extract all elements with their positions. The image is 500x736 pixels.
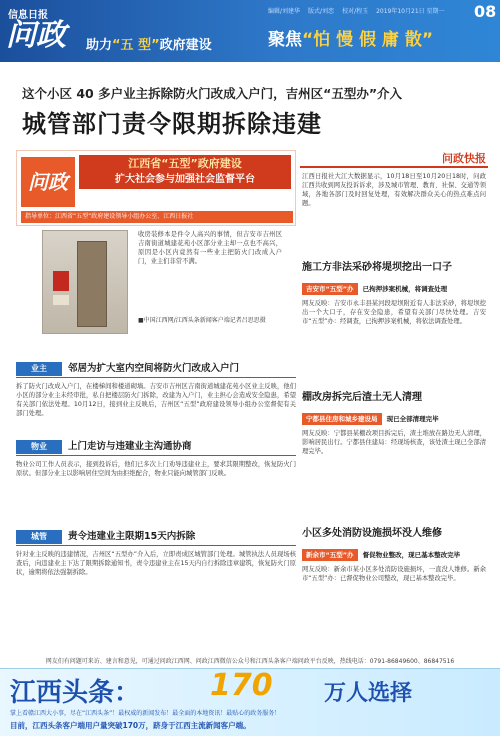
header-subtitle-pre: 助力	[86, 38, 113, 53]
header-subtitle-quote: “五 型”	[112, 38, 160, 53]
section-divider	[16, 545, 296, 546]
section-bar-urban	[16, 530, 296, 544]
news-item-2	[302, 388, 486, 456]
section-text-urban: 针对业主反映的违建情况，吉州区“五型办”介入后，立即责成区城管部门处理。城管执法人员现场核查后，向违建业主下达了限期拆除通知书，责令违建业主在15天内自行拆除违章建筑，恢复防火门原状，逾期将依法强制拆除。	[16, 551, 296, 576]
section-logo: 问政	[6, 18, 66, 53]
news-text: 网友反映：宁都县某棚改项目拆完后，渣土堆放在路边无人清理，影响居民出行。宁都县住建局：经现场核查，该处渣土现已全部清理完毕。	[302, 430, 486, 455]
banner-guide: 指导单位：江西省“五型”政府建设领导小组办公室、江西日报社	[21, 211, 293, 223]
banner-line2: 扩大社会参与加强社会监督平台	[115, 174, 255, 185]
news-result: 督促物业整改，现已基本整改完毕	[362, 551, 461, 559]
article-main-title: 城管部门责令限期拆除违建	[22, 110, 322, 138]
platform-banner	[16, 150, 296, 226]
section-title: 上门走访与违建业主沟通协商	[68, 441, 192, 452]
section-divider	[16, 455, 296, 456]
article-lead: 收房装修本是件令人高兴的事情，但吉安市吉州区吉南街道城建花苑小区部分业主却一点也不高兴，原因是小区内竟然有一些业主把防火门改成入户门，业主们非常不满。	[138, 231, 282, 265]
quick-news-divider	[300, 166, 488, 168]
door-shape	[77, 241, 107, 327]
section-tag: 城管	[16, 530, 62, 544]
section-tag: 业主	[16, 362, 62, 376]
page-number: 08	[474, 2, 497, 21]
ad-tagline: 掌上看赣江西大小事，尽在“江西头条”！最权威的新闻发布！最全面的本地资讯！最贴心的政务服务！	[10, 710, 281, 717]
news-result: 现已全部清理完毕	[386, 415, 439, 423]
ad-title: 江西头条：	[10, 678, 141, 708]
news-headline: 小区多处消防设施损坏没人维修	[302, 528, 442, 539]
section-tag: 物业	[16, 440, 62, 454]
editor: 编辑/刘建华	[268, 8, 301, 15]
news-text: 网友反映：新余市某小区多处消防设施损坏，一直没人维修。新余市“五型”办：已督促物业公司整改，现已基本整改完毕。	[302, 566, 486, 582]
ad-number: 170	[210, 668, 273, 703]
notice-shape	[53, 295, 69, 305]
section-bar-property	[16, 440, 296, 454]
news-item-1	[302, 258, 486, 326]
slogan-quote: “怕 慢 假 庸 散”	[302, 30, 434, 50]
news-source-tag: 吉安市“五型”办	[302, 283, 358, 295]
banner-title-box	[79, 155, 291, 189]
ad-statement: 目前，江西头条客户端用户量突破170万，跻身于江西主流新闻客户端。	[10, 721, 251, 730]
section-title: 邻居为扩大室内空间将防火门改成入户门	[68, 363, 240, 374]
photo-caption: ■中国江西网/江西头条新闻客户端记者吕思思摄	[138, 317, 266, 324]
section-divider	[16, 377, 296, 378]
section-title: 责令违建业主限期15天内拆除	[68, 531, 196, 542]
header-slogan	[268, 28, 498, 52]
newspaper-logo-small: 信息日报	[8, 10, 48, 21]
banner-logo: 问政	[21, 157, 75, 207]
header-subtitle-post: 政府建设	[159, 38, 212, 53]
quick-news-intro: 江西日报社大江大数据显示，10月18日至10月20日18时，问政江西共收到网友投诉诉求，涉及城市管理、教育、社保、交通等领域，各地各部门及时回复处理，有效解决群众关心的热点难点问题。	[302, 173, 486, 207]
ad-suffix: 万人选择	[324, 681, 413, 706]
news-headline: 棚改房拆完后渣土无人清理	[302, 392, 422, 403]
sign-shape	[53, 271, 69, 291]
slogan-pre: 聚焦	[268, 30, 302, 50]
header-subtitle	[86, 34, 212, 53]
news-result: 已拘押涉案机械，将调查处理	[362, 285, 448, 293]
article-pre-title: 这个小区 40 多户业主拆除防火门改成入户门，吉州区“五型办”介入	[22, 86, 403, 101]
layout-editor: 版式/刘恋	[308, 8, 335, 15]
news-headline: 施工方非法采砂将堤坝挖出一口子	[302, 262, 452, 273]
article-photo	[42, 230, 128, 334]
news-text: 网友反映：吉安市永丰县某河段堤坝附近有人非法采砂，将堤坝挖出一个大口子，存在安全隐患，希望有关部门尽快处理。吉安市“五型”办：经调查，已拘押涉案机械，将依法调查处理。	[302, 300, 486, 325]
section-text-owner: 拆了防火门改成入户门，在楼梯间和楼道砌墙。吉安市吉州区吉南街道城建花苑小区业主反映，他们小区的部分业主未经审批，私自把楼层防火门拆除，改建为入户门，业主担心会造成安全隐患，希望有关部门依法处理。10月12日，接到业主反映后，吉州区“五型”政府建设领导小组办公室督促有关部门处理。	[16, 383, 296, 417]
section-bar-owner	[16, 362, 296, 376]
news-item-3	[302, 524, 486, 583]
header-meta	[268, 6, 458, 15]
section-text-property: 物业公司工作人员表示，接到投诉后，他们已多次上门劝导违建业主，要求其限期整改，恢复防火门原状。但部分业主以影响居住空间为由拒绝配合，物业只能向城管部门反映。	[16, 461, 296, 477]
issue-date: 2019年10月21日 星期一	[376, 8, 445, 15]
banner-line1: 江西省“五型”政府建设	[128, 157, 242, 170]
proofreader: 校对/程玉	[342, 8, 369, 15]
hotline-footer: 网友们有问题可来访、建言和意见，可通过问政江西网、问政江西微信公众号和江西头条客户端问政平台反映，热线电话：0791-86849600、86847516	[45, 658, 455, 665]
news-source-tag: 新余市“五型”办	[302, 549, 358, 561]
news-source-tag: 宁都县住房和城乡建设局	[302, 413, 382, 425]
quick-news-heading: 问政快报	[442, 152, 486, 165]
